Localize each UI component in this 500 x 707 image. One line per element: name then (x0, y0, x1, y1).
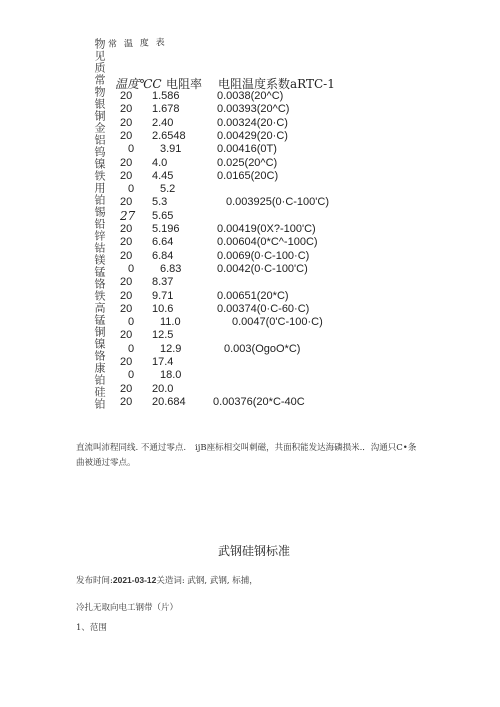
header-resistivity: 电阻率 (166, 77, 203, 91)
cell-resistivity: 2.40 (152, 116, 174, 129)
cell-resistivity: 18.0 (160, 369, 182, 382)
cell-coefficient: 0.003(OgoO*C) (224, 342, 301, 355)
keywords: 关造词: 武钢, 武钢, 标捕， (156, 576, 258, 586)
cell-coefficient: 0.003925(0·C-100'C) (226, 196, 329, 209)
cell-resistivity: 12.9 (160, 342, 182, 355)
table-row (0, 262, 500, 276)
table-row (0, 169, 500, 183)
table-row (0, 209, 500, 223)
table-row (0, 328, 500, 342)
cell-coefficient: 0.00376(20*C-40C (213, 395, 305, 408)
cell-temperature: 0 (128, 183, 135, 196)
cell-resistivity: 2.6548 (152, 129, 186, 142)
note-left-line2: 曲被通过零点。 (76, 458, 136, 468)
cell-temperature: 20 (120, 382, 133, 395)
cell-coefficient: 0.0165(20C) (217, 169, 279, 182)
cell-temperature: 0 (128, 369, 135, 382)
table-row (0, 368, 500, 382)
table-row (0, 275, 500, 289)
table-row (0, 382, 500, 396)
cell-resistivity: 4.0 (152, 156, 168, 169)
note-right: ijB座标相交叫刺磁，共面积能发达海磷损米.．沟通只C•条 (195, 443, 417, 453)
cell-temperature: 20 (120, 356, 133, 368)
article-meta (76, 574, 258, 586)
date-label: 发布时间: (76, 576, 113, 586)
cell-coefficient: 0.025(20^C) (217, 156, 278, 169)
cell-resistivity: 10.6 (152, 302, 174, 315)
cell-temperature: 20 (120, 116, 133, 129)
table-caption: 常 温 度 表 (107, 37, 167, 51)
table-row (0, 302, 500, 316)
cell-temperature: 20 (120, 249, 133, 262)
cell-resistivity: 1.586 (152, 90, 180, 102)
cell-coefficient: 0.00393(20^C) (217, 103, 290, 116)
header-coefficient: 电阻温度系数aRTC-1 (218, 77, 335, 91)
cell-temperature: 20 (120, 223, 133, 235)
cell-temperature: 20 (120, 156, 133, 169)
table-row (0, 116, 500, 130)
cell-resistivity: 4.45 (152, 169, 174, 182)
cell-resistivity: 5.196 (152, 223, 180, 235)
cell-temperature: 20 (120, 103, 133, 116)
cell-temperature: 27 (120, 208, 136, 223)
cell-resistivity: 5.2 (160, 183, 176, 196)
cell-temperature: 20 (120, 129, 133, 142)
article-title: 武钢硅钢标准 (218, 544, 291, 558)
cell-resistivity: 3.91 (160, 143, 182, 156)
section-heading: 1、范围 (76, 623, 107, 633)
date-value: 2021-03-12 (112, 575, 157, 585)
table-row (0, 355, 500, 369)
cell-temperature: 20 (120, 395, 133, 408)
cell-resistivity: 6.84 (152, 249, 174, 262)
cell-coefficient: 0.0047(0'C-100·C) (232, 316, 323, 329)
cell-resistivity: 5.65 (152, 209, 174, 222)
cell-coefficient: 0.0042(0·C-100'C) (217, 262, 308, 275)
cell-resistivity: 6.83 (160, 262, 182, 275)
cell-coefficient: 0.00374(0·C-60·C) (217, 302, 310, 315)
cell-coefficient: 0.00419(0X?-100'C) (217, 223, 316, 235)
cell-resistivity: 5.3 (152, 196, 168, 209)
table-row (0, 182, 500, 196)
cell-resistivity: 11.0 (160, 316, 181, 329)
article-subtitle: 冷扎无取向电工钢带（片） (76, 603, 179, 613)
table-row (0, 89, 500, 103)
cell-resistivity: 17.4 (152, 356, 174, 368)
table-row (0, 142, 500, 156)
cell-temperature: 0 (128, 342, 135, 355)
cell-temperature: 20 (120, 276, 133, 289)
cell-resistivity: 20.0 (152, 382, 174, 395)
cell-temperature: 0 (128, 262, 135, 275)
cell-resistivity: 6.64 (152, 236, 174, 249)
table-row (0, 315, 500, 329)
cell-resistivity: 20.684 (152, 395, 186, 408)
table-row (0, 222, 500, 236)
cell-temperature: 20 (120, 302, 133, 315)
cell-coefficient: 0.00604(0*C^-100C) (217, 236, 318, 249)
cell-coefficient: 0.00429(20·C) (217, 129, 288, 142)
table-row (0, 249, 500, 263)
table-row (0, 129, 500, 143)
table-row (0, 235, 500, 249)
cell-coefficient: 0.00324(20·C) (217, 116, 288, 129)
cell-temperature: 20 (120, 289, 133, 302)
table-row (0, 342, 500, 356)
cell-resistivity: 1.678 (152, 103, 180, 116)
table-row (0, 195, 500, 209)
table-row (0, 156, 500, 170)
cell-coefficient: 0.00651(20*C) (217, 289, 289, 302)
cell-resistivity: 8.37 (152, 276, 174, 289)
cell-temperature: 20 (120, 329, 133, 342)
cell-resistivity: 12.5 (152, 329, 174, 342)
cell-temperature: 20 (120, 169, 133, 182)
cell-coefficient: 0.0038(20^C) (217, 90, 284, 102)
cell-coefficient: 0.00416(0T) (217, 143, 277, 156)
cell-temperature: 20 (120, 196, 133, 209)
header-temperature: 温度℃C (115, 77, 162, 91)
sidebar-material-names: 物见质常物银铜金铝钨镍铁用铂锡铅锌钴镁锰铬铁高锰铜镍铬康铂硅铂 (93, 38, 106, 410)
cell-temperature: 0 (128, 316, 135, 329)
cell-resistivity: 9.71 (152, 289, 174, 302)
cell-temperature: 20 (120, 236, 133, 249)
table-row (0, 102, 500, 116)
cell-temperature: 0 (128, 143, 135, 156)
note-left-line1: 直流叫沛程同线. 不通过零点. (76, 443, 187, 453)
table-row (0, 289, 500, 303)
cell-coefficient: 0.0069(0·C-100·C) (217, 249, 310, 262)
table-row (0, 395, 500, 409)
cell-temperature: 20 (120, 90, 133, 102)
